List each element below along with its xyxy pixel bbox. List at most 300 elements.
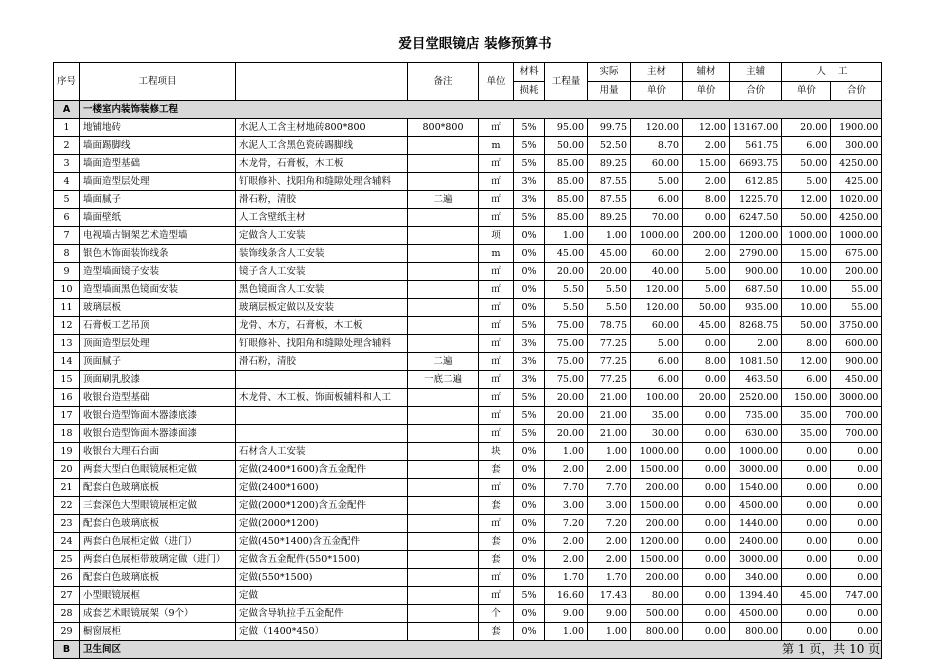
table-row: [54, 155, 882, 173]
cell-main: 5.00: [631, 335, 683, 353]
cell-name: 地铺地砖: [80, 119, 236, 137]
cell-unit: m: [479, 245, 514, 263]
cell-actual: 77.25: [588, 353, 631, 371]
table-row: [54, 119, 882, 137]
cell-combined: 1225.70: [730, 191, 782, 209]
cell-remark: 二遍: [408, 353, 479, 371]
cell-desc: 钉眼修补、找阳角和缝隙处理含辅料: [236, 335, 408, 353]
table-row: [54, 515, 882, 533]
cell-combined: 6247.50: [730, 209, 782, 227]
cell-desc: 定做含五金配件(550*1500): [236, 551, 408, 569]
cell-loss: 5%: [514, 155, 545, 173]
cell-name: 石膏板工艺吊顶: [80, 317, 236, 335]
header-desc: [236, 63, 408, 101]
cell-remark: [408, 407, 479, 425]
cell-unit: ㎡: [479, 353, 514, 371]
cell-lprice: 45.00: [782, 587, 831, 605]
cell-no: 3: [54, 155, 80, 173]
cell-lprice: 1000.00: [782, 227, 831, 245]
cell-main: 100.00: [631, 389, 683, 407]
cell-qty: 1.00: [545, 443, 588, 461]
cell-remark: [408, 263, 479, 281]
cell-loss: 0%: [514, 623, 545, 641]
cell-lprice: 12.00: [782, 191, 831, 209]
cell-actual: 17.43: [588, 587, 631, 605]
cell-unit: ㎡: [479, 191, 514, 209]
cell-loss: 3%: [514, 191, 545, 209]
cell-main: 60.00: [631, 155, 683, 173]
cell-main: 120.00: [631, 281, 683, 299]
cell-main: 120.00: [631, 299, 683, 317]
cell-unit: ㎡: [479, 119, 514, 137]
cell-combined: 1081.50: [730, 353, 782, 371]
cell-name: 顶面造型层处理: [80, 335, 236, 353]
cell-lprice: 0.00: [782, 605, 831, 623]
cell-unit: ㎡: [479, 425, 514, 443]
cell-name: 两套白色展柜定做（进门）: [80, 533, 236, 551]
cell-name: 造型墙面黑色镜面安装: [80, 281, 236, 299]
cell-no: 22: [54, 497, 80, 515]
page-title: 爱目堂眼镜店 装修预算书: [398, 36, 552, 52]
table-row: [54, 317, 882, 335]
cell-unit: ㎡: [479, 389, 514, 407]
cell-aux: 0.00: [683, 335, 730, 353]
cell-aux: 0.00: [683, 605, 730, 623]
cell-combined: 2400.00: [730, 533, 782, 551]
cell-name: 造型墙面镜子安装: [80, 263, 236, 281]
cell-name: 两套大型白色眼镜展柜定做: [80, 461, 236, 479]
cell-lprice: 0.00: [782, 515, 831, 533]
cell-loss: 0%: [514, 281, 545, 299]
cell-combined: 2.00: [730, 335, 782, 353]
cell-main: 1000.00: [631, 443, 683, 461]
cell-aux: 0.00: [683, 443, 730, 461]
cell-name: 成套艺术眼镜展架（9个）: [80, 605, 236, 623]
cell-lprice: 10.00: [782, 299, 831, 317]
cell-actual: 20.00: [588, 263, 631, 281]
cell-ltotal: 600.00: [831, 335, 882, 353]
cell-ltotal: 0.00: [831, 551, 882, 569]
cell-ltotal: 0.00: [831, 461, 882, 479]
header-labor-unit: 单价: [782, 82, 831, 101]
cell-name: 墙面壁纸: [80, 209, 236, 227]
cell-no: 6: [54, 209, 80, 227]
cell-loss: 0%: [514, 497, 545, 515]
cell-no: 9: [54, 263, 80, 281]
cell-name: 收银台造型饰面木器漆底漆: [80, 407, 236, 425]
cell-actual: 89.25: [588, 209, 631, 227]
cell-ltotal: 0.00: [831, 497, 882, 515]
cell-loss: 0%: [514, 551, 545, 569]
cell-remark: [408, 389, 479, 407]
cell-ltotal: 200.00: [831, 263, 882, 281]
cell-no: 19: [54, 443, 80, 461]
cell-loss: 0%: [514, 479, 545, 497]
cell-aux: 20.00: [683, 389, 730, 407]
cell-qty: 45.00: [545, 245, 588, 263]
cell-unit: ㎡: [479, 263, 514, 281]
header-qty: 工程量: [545, 63, 588, 101]
cell-loss: 5%: [514, 137, 545, 155]
cell-desc: 定做（1400*450）: [236, 623, 408, 641]
cell-qty: 20.00: [545, 389, 588, 407]
header-item: 工程项目: [80, 63, 236, 101]
cell-unit: ㎡: [479, 587, 514, 605]
cell-aux: 8.00: [683, 353, 730, 371]
cell-qty: 95.00: [545, 119, 588, 137]
cell-ltotal: 450.00: [831, 371, 882, 389]
cell-remark: [408, 173, 479, 191]
section-name: 卫生间区: [80, 641, 882, 659]
cell-no: 28: [54, 605, 80, 623]
cell-desc: 水泥人工含黑色瓷砖踢脚线: [236, 137, 408, 155]
cell-unit: 套: [479, 623, 514, 641]
cell-ltotal: 55.00: [831, 281, 882, 299]
cell-ltotal: 700.00: [831, 407, 882, 425]
cell-remark: [408, 245, 479, 263]
cell-main: 30.00: [631, 425, 683, 443]
cell-aux: 50.00: [683, 299, 730, 317]
cell-ltotal: 4250.00: [831, 209, 882, 227]
cell-qty: 75.00: [545, 335, 588, 353]
table-row: [54, 263, 882, 281]
cell-qty: 50.00: [545, 137, 588, 155]
cell-combined: 1540.00: [730, 479, 782, 497]
cell-main: 70.00: [631, 209, 683, 227]
cell-desc: 石材含人工安装: [236, 443, 408, 461]
cell-desc: 滑石粉，清胶: [236, 353, 408, 371]
cell-combined: 1000.00: [730, 443, 782, 461]
cell-main: 35.00: [631, 407, 683, 425]
table-row: [54, 389, 882, 407]
cell-loss: 0%: [514, 227, 545, 245]
header-aux-mat-1: 辅材: [683, 63, 730, 82]
cell-desc: 木龙骨、木工板、饰面板辅料和人工: [236, 389, 408, 407]
cell-remark: [408, 479, 479, 497]
cell-combined: 1394.40: [730, 587, 782, 605]
cell-name: 配套白色玻璃底板: [80, 479, 236, 497]
cell-ltotal: 747.00: [831, 587, 882, 605]
table-row: [54, 425, 882, 443]
cell-ltotal: 0.00: [831, 605, 882, 623]
cell-aux: 0.00: [683, 479, 730, 497]
cell-qty: 20.00: [545, 407, 588, 425]
cell-no: 13: [54, 335, 80, 353]
cell-loss: 3%: [514, 173, 545, 191]
header-actual-2: 用量: [588, 82, 631, 101]
cell-remark: [408, 551, 479, 569]
cell-lprice: 50.00: [782, 317, 831, 335]
cell-ltotal: 3750.00: [831, 317, 882, 335]
cell-ltotal: 0.00: [831, 443, 882, 461]
cell-lprice: 0.00: [782, 497, 831, 515]
table-row: [54, 209, 882, 227]
cell-main: 60.00: [631, 245, 683, 263]
cell-actual: 1.00: [588, 443, 631, 461]
cell-qty: 3.00: [545, 497, 588, 515]
cell-remark: [408, 227, 479, 245]
cell-name: 墙面造型层处理: [80, 173, 236, 191]
cell-lprice: 50.00: [782, 209, 831, 227]
table-row: [54, 461, 882, 479]
cell-loss: 0%: [514, 245, 545, 263]
cell-ltotal: 675.00: [831, 245, 882, 263]
cell-aux: 5.00: [683, 263, 730, 281]
cell-unit: ㎡: [479, 371, 514, 389]
cell-aux: 2.00: [683, 245, 730, 263]
header-unit: 单位: [479, 63, 514, 101]
cell-lprice: 0.00: [782, 623, 831, 641]
cell-no: 4: [54, 173, 80, 191]
cell-combined: 1200.00: [730, 227, 782, 245]
cell-actual: 1.70: [588, 569, 631, 587]
cell-ltotal: 425.00: [831, 173, 882, 191]
cell-aux: 0.00: [683, 425, 730, 443]
header-loss-1: 材料: [514, 63, 545, 82]
table-row: [54, 569, 882, 587]
cell-no: 21: [54, 479, 80, 497]
cell-desc: 定做: [236, 587, 408, 605]
cell-aux: 0.00: [683, 407, 730, 425]
cell-combined: 612.85: [730, 173, 782, 191]
cell-unit: ㎡: [479, 173, 514, 191]
cell-desc: [236, 371, 408, 389]
cell-combined: 1440.00: [730, 515, 782, 533]
cell-name: 墙面腻子: [80, 191, 236, 209]
cell-desc: 木龙骨，石膏板，木工板: [236, 155, 408, 173]
cell-desc: 玻璃层板定做以及安装: [236, 299, 408, 317]
cell-qty: 75.00: [545, 371, 588, 389]
cell-name: 墙面踢脚线: [80, 137, 236, 155]
cell-name: 配套白色玻璃底板: [80, 515, 236, 533]
cell-remark: 二遍: [408, 191, 479, 209]
cell-unit: ㎡: [479, 317, 514, 335]
cell-remark: [408, 461, 479, 479]
cell-main: 200.00: [631, 515, 683, 533]
cell-remark: [408, 425, 479, 443]
cell-aux: 0.00: [683, 533, 730, 551]
cell-loss: 3%: [514, 371, 545, 389]
cell-main: 800.00: [631, 623, 683, 641]
cell-qty: 85.00: [545, 173, 588, 191]
cell-combined: 4500.00: [730, 497, 782, 515]
cell-combined: 630.00: [730, 425, 782, 443]
cell-desc: 定做(2400*1600)含五金配件: [236, 461, 408, 479]
cell-actual: 1.00: [588, 623, 631, 641]
cell-remark: [408, 497, 479, 515]
table-header: [54, 63, 882, 101]
cell-aux: 0.00: [683, 623, 730, 641]
cell-ltotal: 900.00: [831, 353, 882, 371]
cell-loss: 0%: [514, 533, 545, 551]
cell-main: 6.00: [631, 371, 683, 389]
cell-ltotal: 1000.00: [831, 227, 882, 245]
header-loss-2: 损耗: [514, 82, 545, 101]
cell-ltotal: 1900.00: [831, 119, 882, 137]
cell-unit: 项: [479, 227, 514, 245]
cell-combined: 2520.00: [730, 389, 782, 407]
cell-unit: ㎡: [479, 209, 514, 227]
cell-actual: 9.00: [588, 605, 631, 623]
cell-qty: 1.00: [545, 623, 588, 641]
header-combined-2: 合价: [730, 82, 782, 101]
cell-main: 8.70: [631, 137, 683, 155]
cell-remark: [408, 443, 479, 461]
cell-unit: ㎡: [479, 479, 514, 497]
table-row: [54, 533, 882, 551]
cell-no: 11: [54, 299, 80, 317]
table-row: [54, 443, 882, 461]
table-row: [54, 173, 882, 191]
cell-remark: [408, 605, 479, 623]
cell-lprice: 150.00: [782, 389, 831, 407]
cell-qty: 5.50: [545, 299, 588, 317]
cell-loss: 0%: [514, 299, 545, 317]
cell-no: 7: [54, 227, 80, 245]
cell-name: 三套深色大型眼镜展柜定做: [80, 497, 236, 515]
cell-ltotal: 0.00: [831, 623, 882, 641]
cell-remark: 800*800: [408, 119, 479, 137]
cell-unit: 套: [479, 497, 514, 515]
cell-desc: 定做含导轨拉手五金配件: [236, 605, 408, 623]
cell-name: 收银台造型饰面木器漆面漆: [80, 425, 236, 443]
cell-actual: 87.55: [588, 173, 631, 191]
cell-unit: 套: [479, 461, 514, 479]
cell-main: 200.00: [631, 569, 683, 587]
cell-lprice: 0.00: [782, 533, 831, 551]
table-row: [54, 245, 882, 263]
cell-remark: [408, 137, 479, 155]
cell-combined: 687.50: [730, 281, 782, 299]
table-row: [54, 227, 882, 245]
cell-no: 2: [54, 137, 80, 155]
cell-no: 10: [54, 281, 80, 299]
cell-loss: 5%: [514, 425, 545, 443]
cell-aux: 2.00: [683, 173, 730, 191]
cell-lprice: 8.00: [782, 335, 831, 353]
cell-qty: 75.00: [545, 317, 588, 335]
cell-actual: 78.75: [588, 317, 631, 335]
cell-name: 配套白色玻璃底板: [80, 569, 236, 587]
cell-qty: 75.00: [545, 353, 588, 371]
cell-lprice: 0.00: [782, 569, 831, 587]
table-row: [54, 497, 882, 515]
header-combined-1: 主辅: [730, 63, 782, 82]
cell-actual: 2.00: [588, 533, 631, 551]
cell-actual: 2.00: [588, 551, 631, 569]
cell-aux: 45.00: [683, 317, 730, 335]
cell-aux: 200.00: [683, 227, 730, 245]
cell-actual: 5.50: [588, 281, 631, 299]
cell-aux: 0.00: [683, 497, 730, 515]
cell-actual: 5.50: [588, 299, 631, 317]
cell-aux: 15.00: [683, 155, 730, 173]
cell-aux: 0.00: [683, 587, 730, 605]
cell-qty: 1.70: [545, 569, 588, 587]
cell-no: 8: [54, 245, 80, 263]
cell-qty: 7.70: [545, 479, 588, 497]
cell-ltotal: 0.00: [831, 479, 882, 497]
cell-no: 23: [54, 515, 80, 533]
cell-desc: 人工含壁纸主材: [236, 209, 408, 227]
table-row: [54, 353, 882, 371]
section-row: [54, 641, 882, 659]
cell-no: 1: [54, 119, 80, 137]
cell-unit: 个: [479, 605, 514, 623]
cell-unit: ㎡: [479, 569, 514, 587]
cell-desc: [236, 425, 408, 443]
cell-unit: 套: [479, 551, 514, 569]
header-labor: 人 工: [782, 63, 882, 82]
cell-aux: 0.00: [683, 461, 730, 479]
cell-aux: 0.00: [683, 209, 730, 227]
cell-main: 40.00: [631, 263, 683, 281]
cell-main: 200.00: [631, 479, 683, 497]
cell-remark: [408, 155, 479, 173]
cell-lprice: 0.00: [782, 461, 831, 479]
cell-desc: 钉眼修补、找阳角和缝隙处理含辅料: [236, 173, 408, 191]
cell-actual: 52.50: [588, 137, 631, 155]
cell-lprice: 35.00: [782, 407, 831, 425]
cell-qty: 85.00: [545, 155, 588, 173]
cell-no: 18: [54, 425, 80, 443]
cell-combined: 735.00: [730, 407, 782, 425]
table-row: [54, 299, 882, 317]
table-row: [54, 479, 882, 497]
cell-lprice: 15.00: [782, 245, 831, 263]
cell-loss: 0%: [514, 605, 545, 623]
cell-aux: 5.00: [683, 281, 730, 299]
header-labor-total: 合价: [831, 82, 882, 101]
cell-desc: 黑色镜面含人工安装: [236, 281, 408, 299]
cell-actual: 7.20: [588, 515, 631, 533]
cell-desc: 定做含人工安装: [236, 227, 408, 245]
table-body: [54, 101, 882, 659]
cell-remark: 一底二遍: [408, 371, 479, 389]
header-main-mat-1: 主材: [631, 63, 683, 82]
page-number: 第 1 页，共 10 页: [782, 642, 881, 656]
cell-unit: ㎡: [479, 407, 514, 425]
cell-remark: [408, 209, 479, 227]
cell-main: 5.00: [631, 173, 683, 191]
cell-lprice: 35.00: [782, 425, 831, 443]
cell-ltotal: 0.00: [831, 515, 882, 533]
cell-no: 16: [54, 389, 80, 407]
budget-table: [53, 62, 882, 659]
cell-combined: 463.50: [730, 371, 782, 389]
cell-actual: 87.55: [588, 191, 631, 209]
cell-lprice: 50.00: [782, 155, 831, 173]
cell-aux: 0.00: [683, 551, 730, 569]
cell-loss: 5%: [514, 119, 545, 137]
cell-qty: 16.60: [545, 587, 588, 605]
cell-name: 两套白色展柜带玻璃定做（进门）: [80, 551, 236, 569]
cell-actual: 21.00: [588, 425, 631, 443]
cell-main: 1000.00: [631, 227, 683, 245]
section-row: [54, 101, 882, 119]
cell-unit: ㎡: [479, 515, 514, 533]
cell-combined: 4500.00: [730, 605, 782, 623]
cell-main: 6.00: [631, 353, 683, 371]
cell-combined: 3000.00: [730, 461, 782, 479]
cell-loss: 0%: [514, 263, 545, 281]
cell-actual: 21.00: [588, 389, 631, 407]
cell-lprice: 20.00: [782, 119, 831, 137]
header-main-mat-2: 单价: [631, 82, 683, 101]
cell-actual: 77.25: [588, 371, 631, 389]
cell-no: 24: [54, 533, 80, 551]
cell-lprice: 5.00: [782, 173, 831, 191]
